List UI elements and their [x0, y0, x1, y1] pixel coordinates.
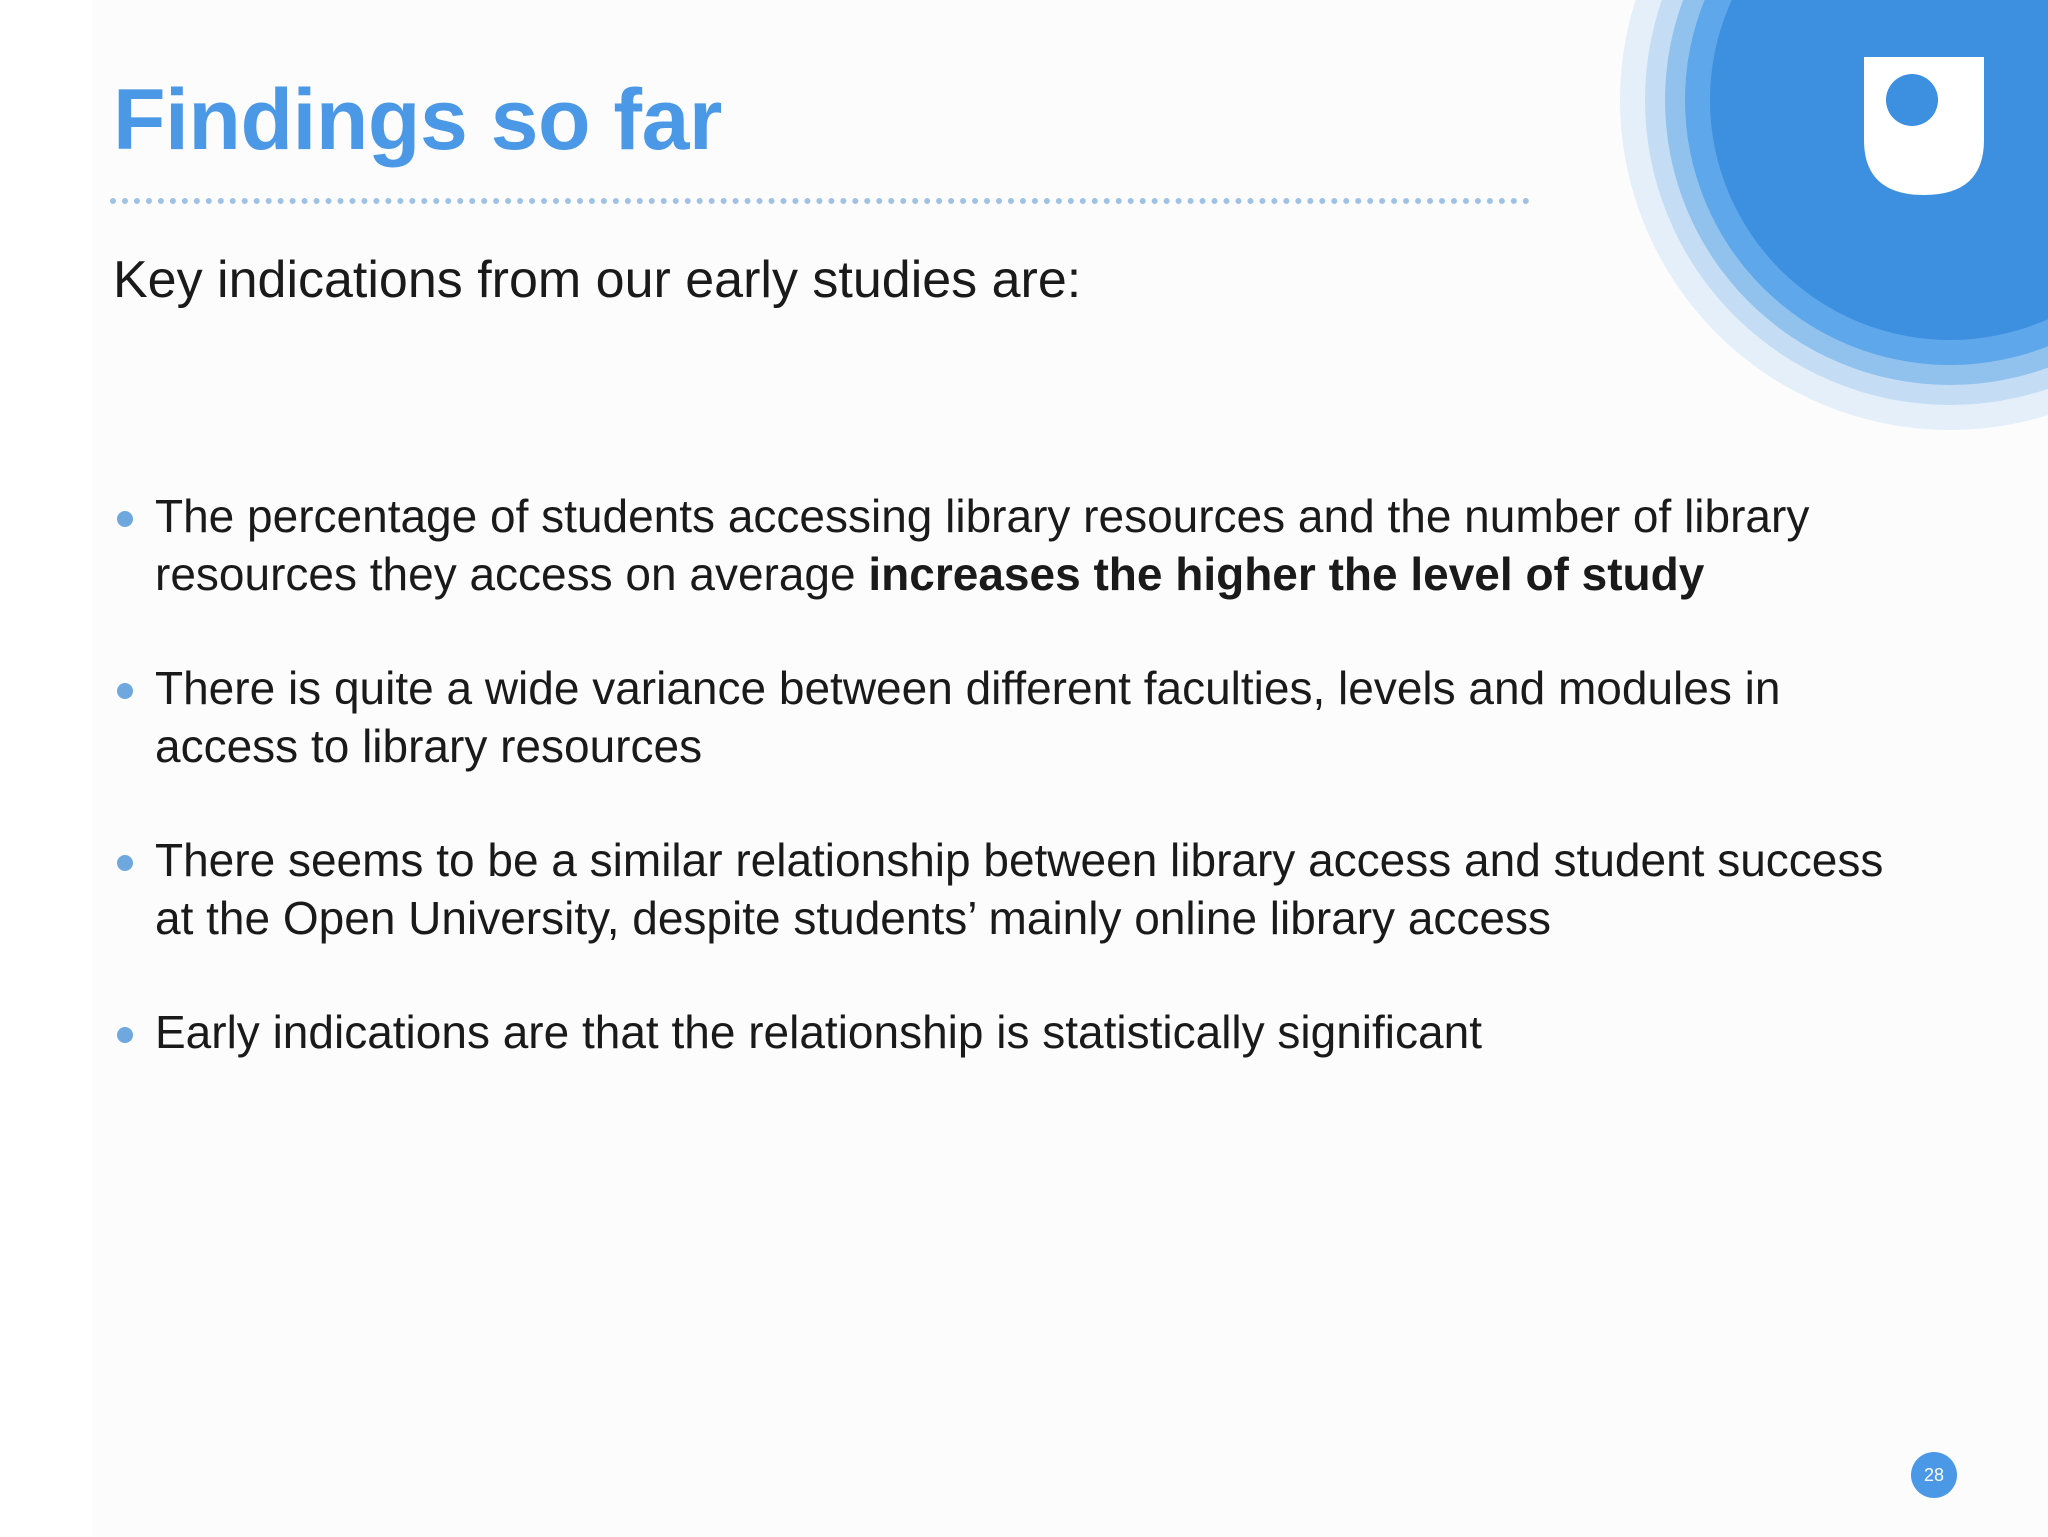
bullet-text: Early indications are that the relationship is statistically significant [155, 1006, 1482, 1058]
bullet-text: There seems to be a similar relationship between library access and student success at the Open University, despite students’ mainly online library access [155, 834, 1884, 944]
bullet-dot-icon [117, 511, 133, 527]
open-university-shield-icon [1864, 57, 1984, 195]
logo-circles-graphic [1620, 0, 2048, 430]
list-item [113, 1003, 1913, 1061]
slide-left-margin [0, 0, 92, 1537]
list-item [113, 659, 1913, 775]
bullet-bold-text: increases the higher the level of study [868, 548, 1705, 600]
slide-title: Findings so far [113, 72, 722, 168]
bullet-dot-icon [117, 855, 133, 871]
bullet-text: The percentage of students accessing library resources and the number of library resources they access on average [155, 490, 1810, 600]
list-item [113, 487, 1913, 603]
bullet-dot-icon [117, 683, 133, 699]
university-logo [1620, 0, 2048, 430]
bullet-text: There is quite a wide variance between different faculties, levels and modules in access to library resources [155, 662, 1781, 772]
intro-text: Key indications from our early studies are: [113, 251, 1082, 309]
findings-list [113, 487, 1913, 1117]
list-item [113, 831, 1913, 947]
bullet-dot-icon [117, 1027, 133, 1043]
page-number-badge: 28 [1911, 1452, 1957, 1498]
title-divider [110, 198, 1530, 204]
shield-dot [1886, 74, 1938, 126]
